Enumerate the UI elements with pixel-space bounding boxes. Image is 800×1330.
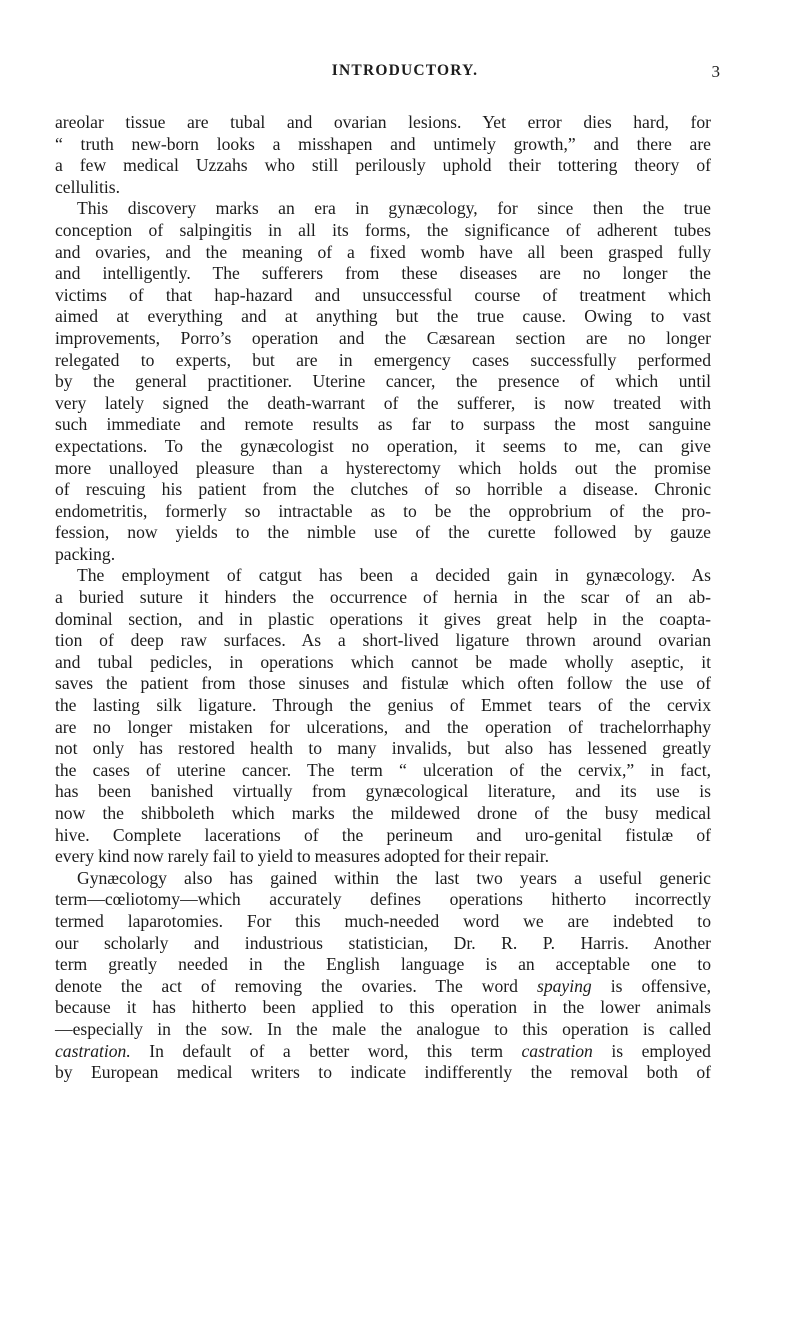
italic-term-castration: castration. xyxy=(55,1040,131,1061)
line-text: is employed xyxy=(592,1040,711,1061)
text-line: by the general practitioner. Uterine cancer, the presence of which until xyxy=(55,371,711,392)
text-line: has been banished virtually from gynæcological literature, and its use is xyxy=(55,781,711,802)
page-number: 3 xyxy=(711,62,720,81)
text-line: aimed at everything and at anything but the true cause. Owing to vast xyxy=(55,306,711,327)
text-line-with-italic xyxy=(55,976,711,998)
text-line: our scholarly and industrious statistician, Dr. R. P. Harris. Another xyxy=(55,932,711,953)
text-line: now the shibboleth which marks the mildewed drone of the busy medical xyxy=(55,803,711,823)
text-line: more unalloyed pleasure than a hysterectomy which holds out the promise xyxy=(55,457,711,478)
text-line: term greatly needed in the English language is an acceptable one to xyxy=(55,954,711,975)
text-line: dominal section, and in plastic operations it gives great help in the coapta- xyxy=(55,608,711,629)
paragraph-start-line: Gynæcology also has gained within the last two years a useful generic xyxy=(77,867,711,888)
text-line: saves the patient from those sinuses and fistulæ which often follow the use of xyxy=(55,673,711,694)
running-title: INTRODUCTORY. xyxy=(331,62,479,79)
text-line: a buried suture it hinders the occurrence of hernia in the scar of an ab- xyxy=(55,587,711,608)
text-line: a few medical Uzzahs who still perilously uphold their tottering theory of xyxy=(55,155,711,176)
italic-term-castration: castration xyxy=(521,1040,593,1061)
line-text: In default of a better word, this term xyxy=(130,1040,522,1061)
text-line: fession, now yields to the nimble use of the curette followed by gauze xyxy=(55,522,711,543)
text-line: tion of deep raw surfaces. As a short-lived ligature thrown around ovarian xyxy=(55,630,711,651)
text-line: are no longer mistaken for ulcerations, and the operation of trachelorrhaphy xyxy=(55,716,711,737)
text-line: cellulitis. xyxy=(55,176,120,197)
text-line: the lasting silk ligature. Through the genius of Emmet tears of the cervix xyxy=(55,695,711,716)
text-line: and ovaries, and the meaning of a fixed womb have all been grasped fully xyxy=(55,241,711,262)
text-line: and tubal pedicles, in operations which cannot be made wholly aseptic, it xyxy=(55,651,711,672)
paragraph-start-line: This discovery marks an era in gynæcology, for since then the true xyxy=(77,198,711,219)
text-line: conception of salpingitis in all its forms, the significance of adherent tubes xyxy=(55,219,711,240)
paragraph-start-line: The employment of catgut has been a decided gain in gynæcology. As xyxy=(77,565,711,586)
text-line: every kind now rarely fail to yield to measures adopted for their repair. xyxy=(55,846,550,867)
text-line: areolar tissue are tubal and ovarian lesions. Yet error dies hard, for xyxy=(55,112,711,132)
text-line: expectations. To the gynæcologist no operation, it seems to me, can give xyxy=(55,435,711,456)
text-line: packing. xyxy=(55,543,116,564)
text-line: improvements, Porro’s operation and the Cæsarean section are no longer xyxy=(55,327,711,348)
text-line: hive. Complete lacerations of the perineum and uro-genital fistulæ of xyxy=(55,824,711,845)
text-line: term—cœliotomy—which accurately defines operations hitherto incorrectly xyxy=(55,889,711,910)
text-line: —especially in the sow. In the male the analogue to this operation is called xyxy=(55,1018,711,1039)
body-text xyxy=(55,112,711,1084)
text-line: of rescuing his patient from the clutches of so horrible a disease. Chronic xyxy=(55,479,711,500)
text-line: the cases of uterine cancer. The term “ ulceration of the cervix,” in fact, xyxy=(55,759,711,780)
text-line: “ truth new-born looks a misshapen and untimely growth,” and there are xyxy=(55,133,711,154)
line-text: denote the act of removing the ovaries. The word xyxy=(55,975,537,996)
text-line: endometritis, formerly so intractable as to be the opprobrium of the pro- xyxy=(55,500,711,521)
text-line: by European medical writers to indicate indifferently the removal both of xyxy=(55,1062,711,1083)
text-line: victims of that hap-hazard and unsuccessful course of treatment which xyxy=(55,284,711,305)
text-line: termed laparotomies. For this much-needed word we are indebted to xyxy=(55,910,711,931)
text-line: such immediate and remote results as far to surpass the most sanguine xyxy=(55,414,711,435)
text-line: not only has restored health to many invalids, but also has lessened greatly xyxy=(55,738,711,759)
line-text: is offensive, xyxy=(591,975,711,996)
text-line: and intelligently. The sufferers from these diseases are no longer the xyxy=(55,263,711,284)
running-head xyxy=(90,62,720,86)
text-line-with-italic xyxy=(55,1041,711,1063)
text-line: because it has hitherto been applied to this operation in the lower animals xyxy=(55,997,711,1018)
text-line: relegated to experts, but are in emergency cases successfully performed xyxy=(55,349,711,370)
text-line: very lately signed the death-warrant of the sufferer, is now treated with xyxy=(55,392,711,413)
italic-term-spaying: spaying xyxy=(536,975,592,996)
